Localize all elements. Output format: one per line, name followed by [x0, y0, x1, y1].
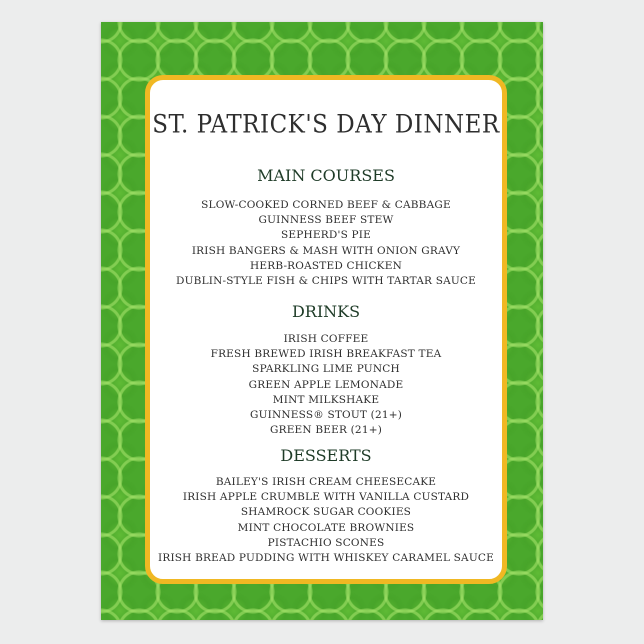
list-item: IRISH COFFEE — [283, 333, 369, 345]
list-item: GUINNESS BEEF STEW — [258, 214, 394, 227]
list-item: SPARKLING LIME PUNCH — [252, 363, 400, 376]
list-item: BAILEY'S IRISH CREAM CHEESECAKE — [215, 476, 437, 488]
list-item: GREEN BEER (21+) — [270, 424, 382, 437]
list-item: HERB-ROASTED CHICKEN — [250, 259, 402, 272]
section-heading-main-courses: MAIN COURSES — [257, 166, 395, 185]
list-item: GREEN APPLE LEMONADE — [248, 378, 404, 391]
drinks-list — [150, 332, 502, 438]
list-item: IRISH BREAD PUDDING WITH WHISKEY CARAMEL SAUCE — [157, 551, 494, 564]
list-item: GUINNESS® STOUT (21+) — [249, 408, 402, 421]
menu-panel — [145, 75, 507, 584]
list-item: MINT MILKSHAKE — [272, 393, 380, 406]
list-item: FRESH BREWED IRISH BREAKFAST TEA — [210, 348, 442, 361]
list-item: PISTACHIO SCONES — [267, 536, 385, 549]
desserts-list — [150, 475, 502, 566]
list-item: MINT CHOCOLATE BROWNIES — [237, 521, 415, 534]
section-heading-desserts: DESSERTS — [280, 446, 372, 465]
list-item: DUBLIN-STYLE FISH & CHIPS WITH TARTAR SAUCE — [175, 274, 477, 287]
list-item: IRISH BANGERS & MASH WITH ONION GRAVY — [191, 244, 461, 257]
list-item: IRISH APPLE CRUMBLE WITH VANILLA CUSTARD — [182, 491, 470, 504]
list-item: SHAMROCK SUGAR COOKIES — [240, 506, 412, 519]
list-item: SEPHERD'S PIE — [281, 229, 371, 242]
main-courses-list — [150, 198, 502, 289]
list-item: SLOW-COOKED CORNED BEEF & CABBAGE — [201, 199, 451, 211]
section-heading-drinks: DRINKS — [291, 302, 361, 321]
menu-title: ST. PATRICK'S DAY DINNER — [152, 110, 500, 140]
